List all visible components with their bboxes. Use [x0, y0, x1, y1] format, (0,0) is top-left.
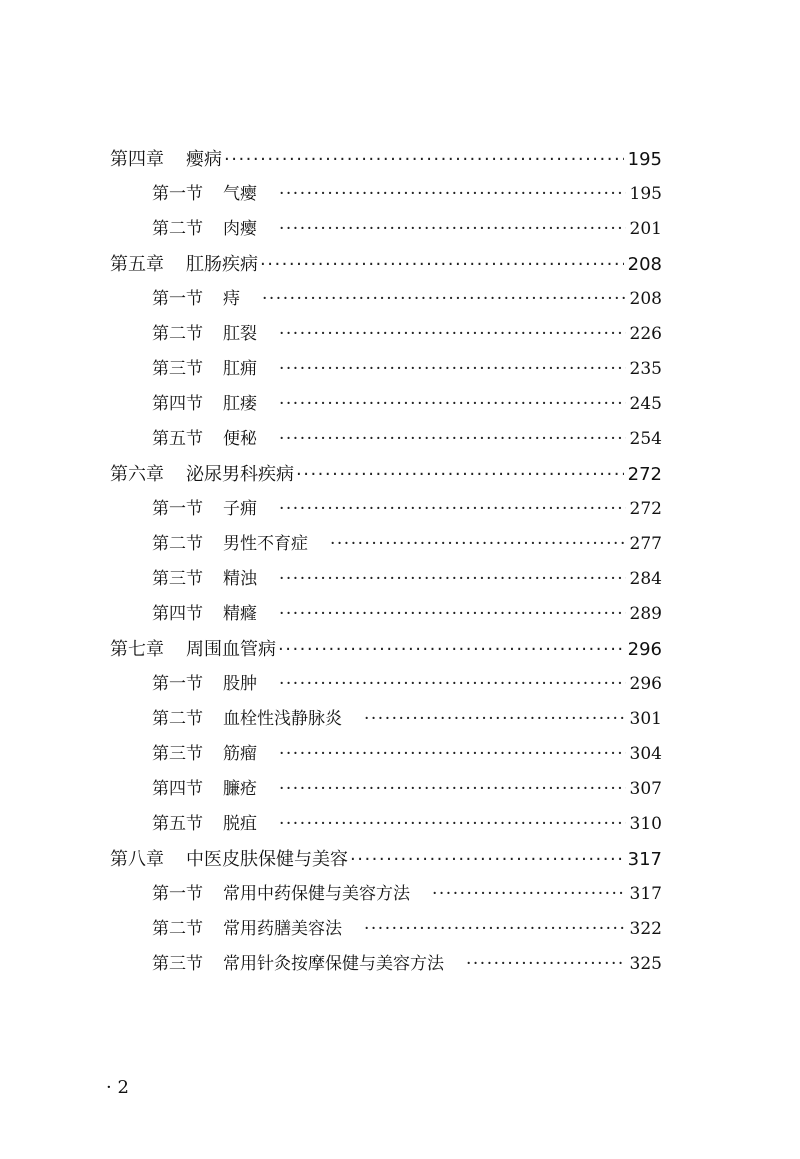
- toc-entry-page: 325: [629, 954, 662, 974]
- toc-chapter-entry: [110, 457, 662, 492]
- toc-entry-label: 第四节: [152, 604, 203, 624]
- toc-dot-leader: [279, 492, 626, 527]
- toc-entry-page: 301: [629, 709, 662, 729]
- toc-dot-leader: [279, 177, 626, 212]
- toc-entry-title: 常用中药保健与美容方法: [223, 884, 410, 904]
- toc-entry-page: 322: [629, 919, 662, 939]
- toc-entry-title: 肉瘿: [223, 219, 257, 239]
- toc-entry-page: 284: [629, 569, 662, 589]
- toc-entry-label: 第五章: [110, 254, 164, 275]
- toc-dot-leader: [279, 667, 626, 702]
- toc-dot-leader: [279, 597, 626, 632]
- toc-entry-label: 第三节: [152, 954, 203, 974]
- toc-entry-page: 235: [629, 359, 662, 379]
- toc-entry-page: 272: [627, 464, 662, 485]
- toc-section-entry: [110, 737, 662, 772]
- toc-dot-leader: [279, 212, 626, 247]
- toc-entry-title: 瘿病: [186, 149, 222, 170]
- toc-entry-page: 317: [627, 849, 662, 870]
- toc-dot-leader: [466, 947, 626, 982]
- toc-dot-leader: [279, 387, 626, 422]
- toc-dot-leader: [364, 912, 626, 947]
- toc-entry-title: 便秘: [223, 429, 257, 449]
- toc-dot-leader: [364, 702, 626, 737]
- toc-section-entry: [110, 282, 662, 317]
- toc-entry-page: 317: [629, 884, 662, 904]
- toc-dot-leader: [279, 562, 626, 597]
- toc-section-entry: [110, 702, 662, 737]
- toc-section-entry: [110, 597, 662, 632]
- toc-entry-title: 中医皮肤保健与美容: [186, 849, 348, 870]
- toc-entry-label: 第一节: [152, 499, 203, 519]
- toc-section-entry: [110, 317, 662, 352]
- toc-section-entry: [110, 422, 662, 457]
- toc-section-entry: [110, 772, 662, 807]
- toc-entry-page: 307: [629, 779, 662, 799]
- toc-section-entry: [110, 212, 662, 247]
- toc-entry-title: 男性不育症: [223, 534, 308, 554]
- toc-section-entry: [110, 947, 662, 982]
- toc-entry-title: 子痈: [223, 499, 257, 519]
- toc-entry-label: 第八章: [110, 849, 164, 870]
- toc-entry-title: 筋瘤: [223, 744, 257, 764]
- toc-section-entry: [110, 387, 662, 422]
- table-of-contents: [110, 142, 662, 982]
- toc-section-entry: [110, 527, 662, 562]
- toc-entry-page: 289: [629, 604, 662, 624]
- toc-chapter-entry: [110, 142, 662, 177]
- toc-entry-page: 208: [629, 289, 662, 309]
- toc-entry-page: 208: [627, 254, 662, 275]
- toc-entry-page: 304: [629, 744, 662, 764]
- toc-entry-title: 股肿: [223, 674, 257, 694]
- toc-dot-leader: [279, 317, 626, 352]
- toc-entry-page: 310: [629, 814, 662, 834]
- toc-entry-label: 第一节: [152, 184, 203, 204]
- toc-section-entry: [110, 912, 662, 947]
- toc-section-entry: [110, 562, 662, 597]
- toc-entry-title: 肛裂: [223, 324, 257, 344]
- toc-chapter-entry: [110, 842, 662, 877]
- toc-entry-label: 第四节: [152, 394, 203, 414]
- toc-dot-leader: [279, 737, 626, 772]
- toc-section-entry: [110, 877, 662, 912]
- page-number: · 2: [106, 1077, 129, 1098]
- toc-entry-page: 296: [627, 639, 662, 660]
- toc-dot-leader: [279, 772, 626, 807]
- toc-dot-leader: [279, 352, 626, 387]
- toc-entry-page: 226: [629, 324, 662, 344]
- toc-dot-leader: [330, 527, 626, 562]
- toc-entry-label: 第二节: [152, 219, 203, 239]
- toc-section-entry: [110, 352, 662, 387]
- toc-dot-leader: [279, 422, 626, 457]
- toc-entry-page: 277: [629, 534, 662, 554]
- toc-entry-label: 第三节: [152, 569, 203, 589]
- toc-dot-leader: [279, 807, 626, 842]
- toc-entry-label: 第五节: [152, 814, 203, 834]
- toc-entry-label: 第四节: [152, 779, 203, 799]
- toc-dot-leader: [350, 842, 624, 877]
- toc-entry-label: 第二节: [152, 919, 203, 939]
- toc-entry-title: 肛痈: [223, 359, 257, 379]
- toc-chapter-entry: [110, 632, 662, 667]
- toc-dot-leader: [278, 632, 624, 667]
- toc-entry-title: 泌尿男科疾病: [186, 464, 294, 485]
- toc-dot-leader: [262, 282, 626, 317]
- toc-entry-title: 精癃: [223, 604, 257, 624]
- toc-entry-title: 痔: [223, 289, 240, 309]
- toc-entry-page: 296: [629, 674, 662, 694]
- toc-entry-label: 第二节: [152, 534, 203, 554]
- toc-entry-label: 第四章: [110, 149, 164, 170]
- toc-entry-title: 气瘿: [223, 184, 257, 204]
- toc-entry-title: 血栓性浅静脉炎: [223, 709, 342, 729]
- toc-entry-label: 第三节: [152, 744, 203, 764]
- toc-chapter-entry: [110, 247, 662, 282]
- toc-entry-label: 第二节: [152, 709, 203, 729]
- toc-dot-leader: [432, 877, 626, 912]
- toc-entry-label: 第一节: [152, 884, 203, 904]
- toc-section-entry: [110, 667, 662, 702]
- toc-entry-title: 常用药膳美容法: [223, 919, 342, 939]
- toc-entry-label: 第五节: [152, 429, 203, 449]
- toc-entry-label: 第七章: [110, 639, 164, 660]
- toc-entry-page: 195: [627, 149, 662, 170]
- toc-entry-title: 肛肠疾病: [186, 254, 258, 275]
- toc-entry-label: 第一节: [152, 289, 203, 309]
- toc-entry-label: 第三节: [152, 359, 203, 379]
- toc-section-entry: [110, 177, 662, 212]
- toc-entry-title: 臁疮: [223, 779, 257, 799]
- toc-entry-page: 195: [629, 184, 662, 204]
- toc-dot-leader: [296, 457, 624, 492]
- toc-entry-title: 周围血管病: [186, 639, 276, 660]
- toc-entry-title: 常用针灸按摩保健与美容方法: [223, 954, 444, 974]
- toc-entry-page: 272: [629, 499, 662, 519]
- toc-entry-page: 201: [629, 219, 662, 239]
- toc-entry-label: 第六章: [110, 464, 164, 485]
- toc-entry-page: 254: [629, 429, 662, 449]
- toc-dot-leader: [224, 142, 624, 177]
- toc-entry-title: 肛瘘: [223, 394, 257, 414]
- toc-entry-page: 245: [629, 394, 662, 414]
- toc-section-entry: [110, 492, 662, 527]
- toc-entry-label: 第一节: [152, 674, 203, 694]
- toc-entry-title: 精浊: [223, 569, 257, 589]
- toc-section-entry: [110, 807, 662, 842]
- toc-entry-label: 第二节: [152, 324, 203, 344]
- toc-entry-title: 脱疽: [223, 814, 257, 834]
- toc-dot-leader: [260, 247, 624, 282]
